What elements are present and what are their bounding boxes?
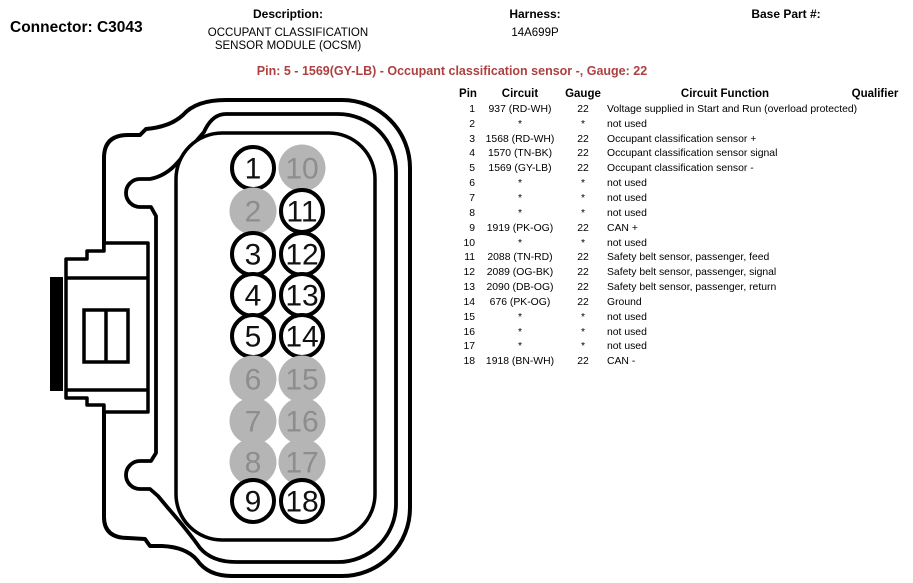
col-header-circuit: Circuit: [501, 88, 539, 100]
table-row[interactable]: [455, 325, 907, 340]
cell-function: Safety belt sensor, passenger, return: [607, 282, 777, 294]
pin-circle-15[interactable]: [279, 356, 326, 403]
table-row[interactable]: [455, 354, 907, 369]
cell-gauge: 22: [577, 267, 589, 279]
cell-pin: 3: [469, 133, 475, 145]
description-line2: SENSOR MODULE (OCSM): [214, 40, 362, 52]
bracket-black-tab: [50, 277, 63, 391]
cell-gauge: 22: [577, 282, 589, 294]
cell-pin: 18: [463, 356, 475, 368]
pin-circle-3[interactable]: [232, 233, 274, 275]
cell-circuit: *: [517, 237, 523, 249]
cell-function: CAN +: [607, 222, 638, 234]
cell-function: Safety belt sensor, passenger, signal: [607, 267, 777, 279]
table-body: [455, 102, 907, 369]
pin-number-label: 10: [285, 152, 319, 186]
pin-number-label: 12: [285, 238, 319, 272]
col-header-pin: Pin: [459, 88, 477, 100]
table-row[interactable]: [455, 310, 907, 325]
pin-circle-12[interactable]: [281, 233, 323, 275]
cell-pin: 10: [463, 237, 475, 249]
cell-pin: 6: [469, 178, 475, 190]
cell-circuit: *: [517, 326, 523, 338]
pin-number-label: 3: [244, 238, 262, 272]
cell-gauge: 22: [577, 148, 589, 160]
cell-circuit: *: [517, 192, 523, 204]
pin-number-label: 5: [244, 320, 262, 354]
pin-circle-18[interactable]: [281, 480, 323, 522]
pin-circle-9[interactable]: [232, 480, 274, 522]
col-header-gauge: Gauge: [565, 88, 601, 100]
cell-circuit: 676 (PK-OG): [489, 296, 551, 308]
cell-function: not used: [607, 341, 647, 353]
cell-pin: 15: [463, 311, 475, 323]
pin-circle-4[interactable]: [232, 274, 274, 316]
pin-circle-5[interactable]: [232, 315, 274, 357]
table-row[interactable]: [455, 176, 907, 191]
cell-pin: 5: [469, 163, 475, 175]
description-label: Description:: [252, 7, 323, 21]
cell-circuit: 2088 (TN-RD): [487, 252, 553, 264]
col-header-qualifier: Qualifier: [851, 88, 899, 100]
harness-block: [475, 7, 595, 39]
cell-gauge: *: [580, 118, 586, 130]
cell-gauge: 22: [577, 163, 589, 175]
cell-gauge: 22: [577, 252, 589, 264]
table-row[interactable]: [455, 102, 907, 117]
pin-number-label: 15: [285, 363, 319, 397]
table-row[interactable]: [455, 250, 907, 265]
pin-circle-10[interactable]: [279, 145, 326, 192]
cell-gauge: *: [580, 311, 586, 323]
cell-gauge: *: [580, 178, 586, 190]
cell-circuit: *: [517, 341, 523, 353]
table-row[interactable]: [455, 236, 907, 251]
selected-pin-status: Pin: 5 - 1569(GY-LB) - Occupant classification sensor -, Gauge: 22: [256, 64, 648, 78]
cell-gauge: 22: [577, 103, 589, 115]
table-row[interactable]: [455, 147, 907, 162]
cell-function: Occupant classification sensor -: [607, 163, 754, 175]
cell-circuit: 1919 (PK-OG): [486, 222, 554, 234]
pin-circle-14[interactable]: [281, 315, 323, 357]
cell-pin: 7: [469, 192, 475, 204]
cell-circuit: 2089 (OG-BK): [486, 267, 554, 279]
cell-circuit: *: [517, 178, 523, 190]
pin-number-label: 16: [285, 405, 319, 439]
description-line1: OCCUPANT CLASSIFICATION: [207, 27, 369, 39]
cell-pin: 8: [469, 207, 475, 219]
cell-circuit: *: [517, 118, 523, 130]
pin-circle-11[interactable]: [281, 190, 323, 232]
pin-number-label: 14: [285, 320, 319, 354]
pin-circle-1[interactable]: [232, 147, 274, 189]
pin-number-label: 9: [244, 485, 262, 519]
cell-gauge: *: [580, 237, 586, 249]
cell-circuit: 1570 (TN-BK): [487, 148, 553, 160]
cell-circuit: 1569 (GY-LB): [488, 163, 552, 175]
pin-circle-6[interactable]: [230, 356, 277, 403]
cell-pin: 4: [469, 148, 475, 160]
cell-circuit: 2090 (DB-OG): [486, 282, 554, 294]
harness-value: 14A699P: [511, 27, 559, 39]
cell-circuit: 937 (RD-WH): [488, 103, 552, 115]
cell-function: not used: [607, 237, 647, 249]
table-row[interactable]: [455, 340, 907, 355]
table-header-row: [455, 86, 907, 102]
base-part-label: Base Part #:: [751, 7, 821, 21]
pin-circle-13[interactable]: [281, 274, 323, 316]
connector-title: Connector: C3043: [10, 19, 143, 36]
cell-pin: 1: [469, 103, 475, 115]
cell-circuit: 1918 (BN-WH): [485, 356, 555, 368]
table-row[interactable]: [455, 191, 907, 206]
cell-gauge: 22: [577, 296, 589, 308]
pinout-table: [455, 86, 907, 369]
cell-function: not used: [607, 207, 647, 219]
cell-pin: 11: [464, 252, 475, 264]
cell-function: not used: [607, 326, 647, 338]
cell-function: not used: [607, 192, 647, 204]
pin-number-label: 18: [285, 485, 319, 519]
cell-function: not used: [607, 178, 647, 190]
cell-circuit: *: [517, 311, 523, 323]
pin-number-label: 1: [244, 152, 262, 186]
col-header-function: Circuit Function: [680, 88, 770, 100]
table-row[interactable]: [455, 206, 907, 221]
cell-gauge: 22: [577, 356, 589, 368]
cell-pin: 17: [463, 341, 475, 353]
cell-gauge: *: [580, 192, 586, 204]
cell-gauge: *: [580, 341, 586, 353]
cell-circuit: *: [517, 207, 523, 219]
cell-gauge: 22: [577, 222, 589, 234]
cell-function: Safety belt sensor, passenger, feed: [607, 252, 770, 264]
table-row[interactable]: [455, 280, 907, 295]
table-row[interactable]: [455, 117, 907, 132]
table-row[interactable]: [455, 295, 907, 310]
table-row[interactable]: [455, 161, 907, 176]
pin-circle-2[interactable]: [230, 188, 277, 235]
pin-number-label: 17: [285, 446, 319, 480]
pin-number-label: 2: [244, 195, 262, 229]
cell-pin: 14: [463, 296, 475, 308]
pin-circle-16[interactable]: [279, 398, 326, 445]
cell-function: CAN -: [607, 356, 636, 368]
base-part-block: [726, 7, 846, 21]
cell-function: not used: [607, 118, 647, 130]
cell-pin: 2: [469, 118, 475, 130]
pin-number-label: 7: [244, 405, 262, 439]
cell-pin: 9: [469, 222, 475, 234]
cell-pin: 13: [463, 282, 475, 294]
pin-number-label: 4: [244, 279, 262, 313]
cell-gauge: *: [580, 207, 586, 219]
cell-function: Ground: [607, 296, 642, 308]
cell-function: Occupant classification sensor +: [607, 133, 757, 145]
cell-gauge: *: [580, 326, 586, 338]
cell-gauge: 22: [577, 133, 589, 145]
pin-number-label: 8: [244, 446, 262, 480]
table-row[interactable]: [455, 132, 907, 147]
cell-circuit: 1568 (RD-WH): [485, 133, 555, 145]
cell-pin: 16: [463, 326, 475, 338]
table-row[interactable]: [455, 221, 907, 236]
mounting-bracket: [50, 243, 148, 412]
cell-pin: 12: [463, 267, 475, 279]
cell-function: Voltage supplied in Start and Run (overload protected): [607, 103, 858, 115]
cell-function: Occupant classification sensor signal: [607, 148, 778, 160]
table-row[interactable]: [455, 265, 907, 280]
pin-number-label: 13: [285, 279, 319, 313]
pin-number-label: 6: [244, 363, 262, 397]
pin-circle-7[interactable]: [230, 398, 277, 445]
cell-function: not used: [607, 311, 647, 323]
pin-number-label: 11: [286, 195, 318, 229]
harness-label: Harness:: [509, 7, 561, 21]
